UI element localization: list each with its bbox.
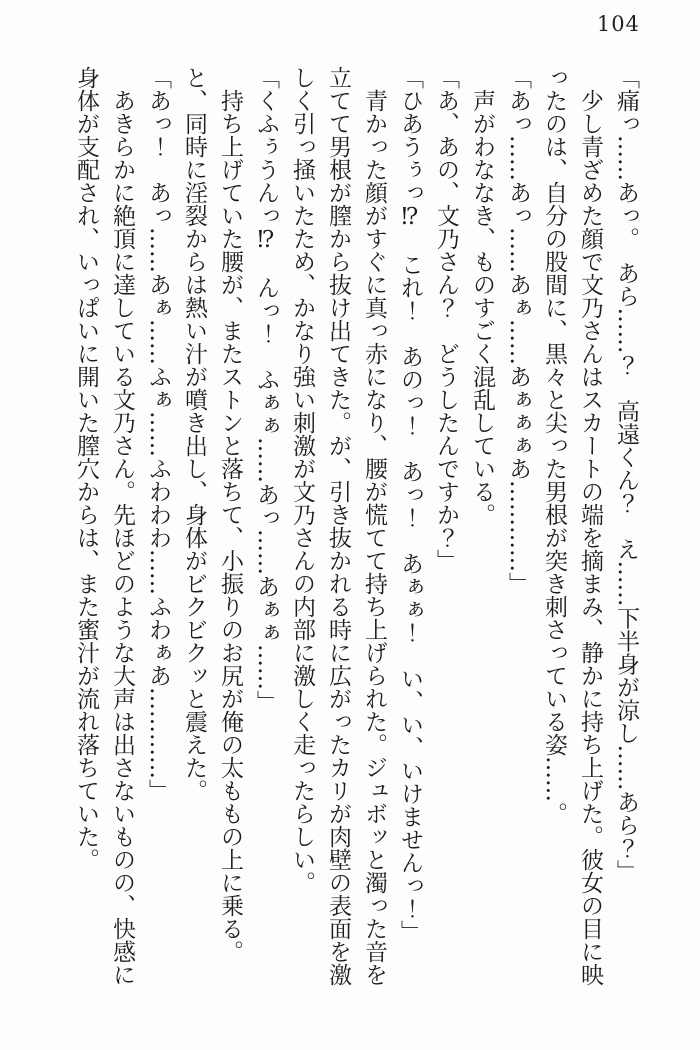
narrative-paragraph: 声がわななき、ものすごく混乱している。 <box>469 66 495 526</box>
dialogue-line: 「痛っ……あっ。 あら……？ 高遠くん？ え……下半身が涼し……あら？」 <box>613 66 639 883</box>
dialogue-line: 「あ、あの、文乃さん？ どうしたんですか？」 <box>433 66 459 572</box>
dialogue-line: 「あっ……あっ……あぁ……あぁぁぁあ…………」 <box>505 66 531 595</box>
narrative-paragraph: あきらかに絶頂に達している文乃さん。先ほどのような大声は出さないものの、快感に身体が支配され、いっぱいに開いた膣穴からは、また蜜汁が流れ落ちていた。 <box>73 66 135 986</box>
page-number: 104 <box>596 12 640 36</box>
dialogue-line: 「あっ！ あっ……あぁ……ふぁ……ふわわわ……ふわぁあ…………」 <box>145 66 171 802</box>
dialogue-line: 「ひあうぅっ⁉ これ！ あのっ！ あっ！ あぁぁ！ い、い、いけませんっ！」 <box>397 66 423 943</box>
narrative-paragraph: 少し青ざめた顔で文乃さんはスカートの端を摘まみ、静かに持ち上げた。彼女の目に映ったのは、自分の股間に、黒々と尖った男根が突き刺さっている姿……。 <box>541 66 603 986</box>
dialogue-line: 「くふぅうんっ⁉ んっ！ ふぁぁ……あっ……あぁぁ……」 <box>253 66 279 713</box>
page-text-block <box>54 66 644 990</box>
narrative-paragraph: 青かった顔がすぐに真っ赤になり、腰が慌てて持ち上げられた。ジュボッと濁った音を立てて男根が膣から抜け出てきた。が、引き抜かれる時に広がったカリが肉壁の表面を激しく引っ掻いたため、かなり強い刺激が文乃さんの内部に激しく走ったらしい。 <box>289 66 387 986</box>
narrative-paragraph: 持ち上げていた腰が、またストンと落ちて、小振りのお尻が俺の太ももの上に乗る。と、同時に淫裂からは熱い汁が噴き出し、身体がビクビクッと震えた。 <box>181 66 243 963</box>
